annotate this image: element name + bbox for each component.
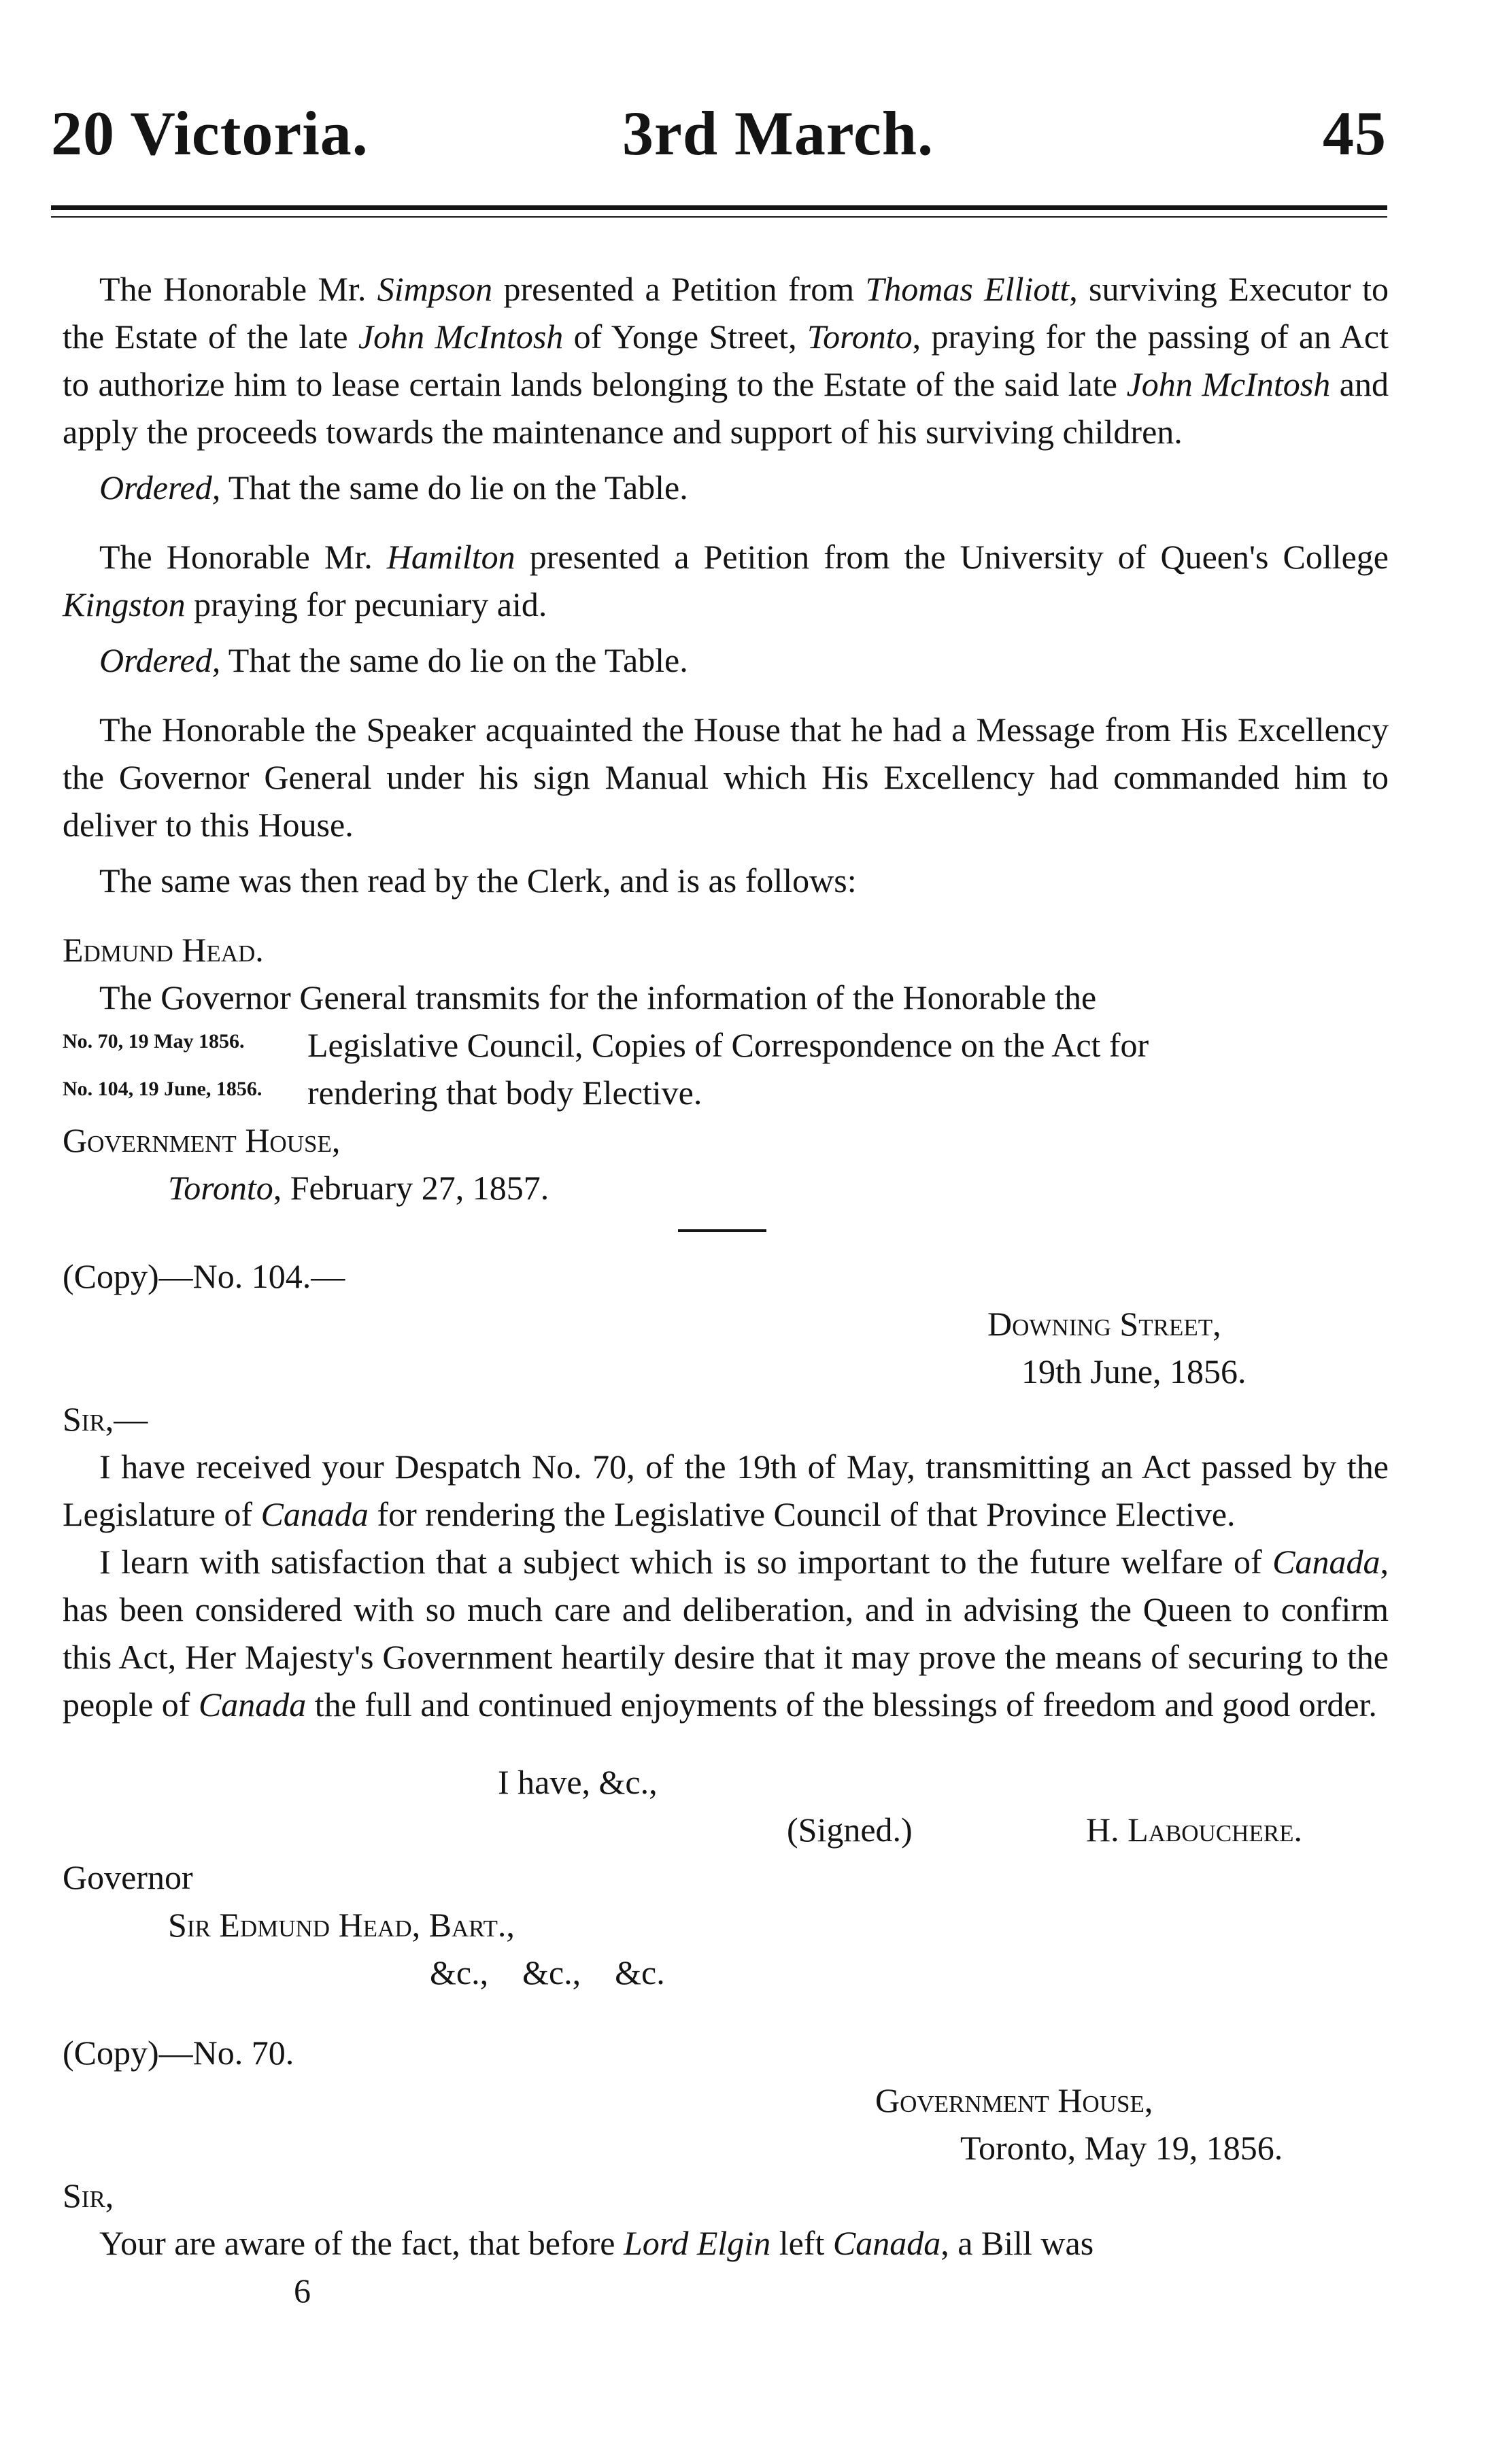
spacer bbox=[63, 904, 1389, 926]
message-line-3 bbox=[63, 1069, 1389, 1116]
petitioner-name: Thomas Elliott bbox=[865, 270, 1070, 308]
ordered-word: Ordered, bbox=[99, 468, 221, 507]
copy-70-address: Government House, bbox=[875, 2081, 1153, 2119]
text-run: , surviving Executor to the Estate of the late bbox=[63, 270, 1389, 356]
read-by-clerk-line: The same was then read by the Clerk, and is as follows: bbox=[99, 861, 857, 900]
text-run: , has been considered with so much care and deliberation, and in advising the Queen to confirm this Act, Her Majesty's Government heartily desire that it may prove the means of securing to the people of bbox=[63, 1543, 1389, 1724]
text-run: praying for pecuniary aid. bbox=[185, 585, 547, 623]
running-head-date: 3rd March. bbox=[622, 99, 934, 168]
place-name: Canada bbox=[1272, 1543, 1380, 1581]
place-name: Kingston bbox=[63, 585, 186, 623]
copy-104-paragraph-1 bbox=[63, 1443, 1389, 1538]
copy-70-salutation: Sir, bbox=[63, 2176, 114, 2214]
text-run: That the same do lie on the Table. bbox=[220, 641, 688, 679]
copy-104-signature-row bbox=[63, 1806, 1389, 1853]
message-signatory: Edmund Head. bbox=[63, 931, 264, 969]
copy-104-paragraph-2 bbox=[63, 1538, 1389, 1728]
text-run: The Honorable Mr. bbox=[99, 538, 387, 576]
member-name: Simpson bbox=[377, 270, 493, 308]
text-run: I learn with satisfaction that a subject which is so important to the future welfare of bbox=[99, 1543, 1273, 1581]
copy-104-closing: I have, &c., bbox=[498, 1763, 658, 1801]
copy-104-addressee-2: Sir Edmund Head, Bart., bbox=[168, 1906, 515, 1944]
ordered-word: Ordered, bbox=[99, 641, 221, 679]
message-line-1: The Governor General transmits for the information of the Honorable the bbox=[99, 978, 1097, 1016]
page-body bbox=[63, 265, 1389, 2314]
text-run: Your are aware of the fact, that before bbox=[99, 2224, 624, 2262]
text-run: , February 27, 1857. bbox=[273, 1169, 549, 1207]
person-name: Lord Elgin bbox=[623, 2224, 771, 2262]
text-run: , a Bill was bbox=[940, 2224, 1094, 2262]
place-name: Canada bbox=[832, 2224, 941, 2262]
copy-70-heading: (Copy)—No. 70. bbox=[63, 2034, 294, 2072]
petition-hamilton-paragraph bbox=[63, 533, 1389, 628]
copy-104-date: 19th June, 1856. bbox=[1021, 1352, 1247, 1390]
text-run: presented a Petition from bbox=[492, 270, 866, 308]
ordered-line-2 bbox=[63, 636, 1389, 684]
spacer bbox=[63, 511, 1389, 533]
copy-70-paragraph bbox=[63, 2219, 1389, 2267]
section-divider bbox=[678, 1229, 766, 1232]
member-name: Hamilton bbox=[386, 538, 515, 576]
header-rule-thin bbox=[51, 216, 1387, 218]
place-name: Toronto bbox=[168, 1169, 273, 1207]
page-number: 45 bbox=[1323, 99, 1387, 168]
message-date bbox=[63, 1164, 1389, 1212]
petition-simpson-paragraph bbox=[63, 265, 1389, 456]
person-name: John McIntosh bbox=[358, 318, 564, 356]
text-run: of Yonge Street, bbox=[563, 318, 807, 356]
text-run: I have received your Despatch No. 70, of the 19th of May, transmitting an Act passed by the Legislature of bbox=[63, 1448, 1389, 1533]
text-run: presented a Petition from the University of Queen's College bbox=[515, 538, 1389, 576]
copy-104-addressee-3: &c., &c., &c. bbox=[430, 1953, 665, 1991]
text-run: rendering that body Elective. bbox=[307, 1074, 702, 1112]
spacer bbox=[63, 684, 1389, 706]
copy-104-address: Downing Street, bbox=[987, 1305, 1221, 1343]
message-place: Government House, bbox=[63, 1121, 341, 1159]
text-run: left bbox=[770, 2224, 833, 2262]
place-name: Toronto bbox=[807, 318, 913, 356]
text-run: Legislative Council, Copies of Correspondence on the Act for bbox=[307, 1026, 1149, 1064]
text-run: for rendering the Legislative Council of that Province Elective. bbox=[368, 1495, 1236, 1533]
header-rule-thick bbox=[51, 205, 1387, 210]
text-run: , praying for the passing of an Act to authorize him to lease certain lands belonging to the Estate of the said late bbox=[63, 318, 1389, 403]
running-head-left: 20 Victoria. bbox=[51, 99, 369, 168]
text-run: That the same do lie on the Table. bbox=[220, 468, 688, 507]
copy-70-date: Toronto, May 19, 1856. bbox=[960, 2129, 1283, 2167]
person-name: John McIntosh bbox=[1126, 365, 1331, 403]
spacer bbox=[63, 1736, 1389, 1758]
place-name: Canada bbox=[198, 1686, 307, 1724]
copy-104-salutation: Sir,— bbox=[63, 1400, 148, 1438]
spacer bbox=[63, 1996, 1389, 2029]
signed-label: (Signed.) bbox=[787, 1811, 913, 1849]
copy-104-addressee-1: Governor bbox=[63, 1858, 193, 1896]
speaker-message-paragraph: The Honorable the Speaker acquainted the House that he had a Message from His Excellency the Governor General under his sign Manual which His Excellency had commanded him to deliver to this House. bbox=[63, 711, 1389, 844]
margin-note-104: No. 104, 19 June, 1856. bbox=[63, 1078, 262, 1100]
copy-104-heading: (Copy)—No. 104.— bbox=[63, 1257, 345, 1295]
signer-name: H. Labouchere. bbox=[1086, 1811, 1303, 1849]
text-run: the full and continued enjoyments of the blessings of freedom and good order. bbox=[306, 1686, 1377, 1724]
place-name: Canada bbox=[260, 1495, 369, 1533]
ordered-line-1 bbox=[63, 464, 1389, 511]
text-run: and apply the proceeds towards the maintenance and support of his surviving children. bbox=[63, 365, 1389, 451]
signature-mark: 6 bbox=[294, 2272, 311, 2310]
text-run: The Honorable Mr. bbox=[99, 270, 377, 308]
message-line-2 bbox=[63, 1021, 1389, 1069]
margin-note-70: No. 70, 19 May 1856. bbox=[63, 1030, 245, 1053]
